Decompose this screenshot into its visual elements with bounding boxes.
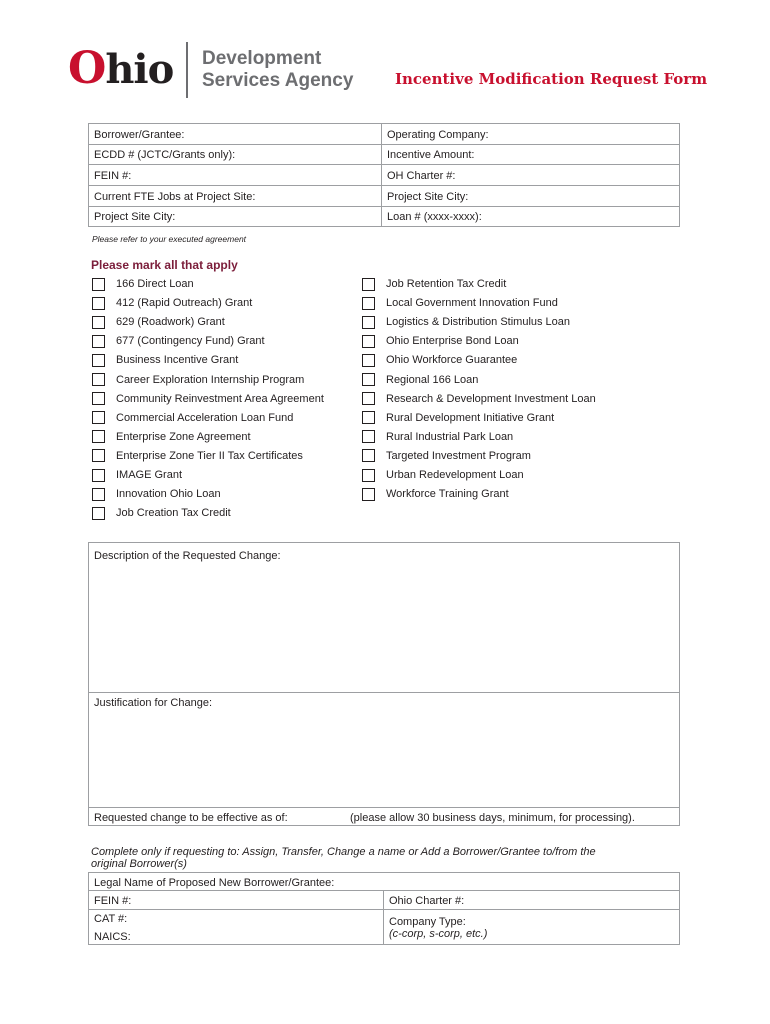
program-checkbox[interactable] xyxy=(92,354,105,367)
program-option[interactable] xyxy=(362,294,558,312)
program-label: Innovation Ohio Loan xyxy=(116,488,221,501)
program-label: Rural Development Initiative Grant xyxy=(386,411,555,424)
program-checkbox[interactable] xyxy=(362,335,375,348)
ecdd-field[interactable]: ECDD # (JCTC/Grants only): xyxy=(94,149,236,161)
program-checkbox[interactable] xyxy=(362,392,375,405)
program-option[interactable] xyxy=(362,390,596,408)
info-table xyxy=(88,123,680,227)
program-checkbox[interactable] xyxy=(92,488,105,501)
agency-name-line2: Services Agency xyxy=(202,70,354,91)
loan-number-field[interactable]: Loan # (xxxx-xxxx): xyxy=(387,211,482,223)
program-checkbox[interactable] xyxy=(362,430,375,443)
program-option[interactable] xyxy=(92,466,182,484)
programs-heading: Please mark all that apply xyxy=(91,258,238,272)
program-option[interactable] xyxy=(362,447,531,465)
agency-name xyxy=(202,48,353,92)
program-option[interactable] xyxy=(362,485,509,503)
program-checkbox[interactable] xyxy=(362,449,375,462)
program-label: Research & Development Investment Loan xyxy=(386,392,596,405)
program-label: Enterprise Zone Agreement xyxy=(116,430,251,443)
program-label: Community Reinvestment Area Agreement xyxy=(116,392,324,405)
cat-field[interactable]: CAT #: xyxy=(94,913,128,925)
program-label: Urban Redevelopment Loan xyxy=(386,469,524,481)
processing-note: (please allow 30 business days, minimum, for processing). xyxy=(350,812,635,824)
effective-date-field[interactable]: Requested change to be effective as of: xyxy=(94,812,288,824)
program-label: Ohio Workforce Guarantee xyxy=(386,354,518,367)
program-label: 412 (Rapid Outreach) Grant xyxy=(116,297,253,310)
program-option[interactable] xyxy=(92,428,251,446)
program-checkbox[interactable] xyxy=(92,316,105,329)
program-option[interactable] xyxy=(362,351,517,369)
program-label: Logistics & Distribution Stimulus Loan xyxy=(386,316,571,329)
program-checkbox[interactable] xyxy=(92,278,105,291)
program-label: Enterprise Zone Tier II Tax Certificates xyxy=(116,449,303,462)
new-borrower-table xyxy=(88,872,680,945)
program-option[interactable] xyxy=(92,332,265,350)
program-option[interactable] xyxy=(92,275,194,293)
program-option[interactable] xyxy=(92,313,225,331)
program-label: 677 (Contingency Fund) Grant xyxy=(116,335,265,348)
justification-label: Justification for Change: xyxy=(94,697,213,709)
program-option[interactable] xyxy=(92,409,293,427)
program-label: Job Creation Tax Credit xyxy=(116,507,231,520)
legal-name-field[interactable]: Legal Name of Proposed New Borrower/Grantee: xyxy=(94,877,335,889)
incentive-amount-field[interactable]: Incentive Amount: xyxy=(387,149,475,161)
ohio-logo xyxy=(68,44,173,95)
program-checkbox[interactable] xyxy=(362,373,375,386)
justification-field[interactable] xyxy=(93,711,675,803)
program-option[interactable] xyxy=(92,371,304,389)
program-label: Job Retention Tax Credit xyxy=(386,278,507,290)
project-site-city-field-2[interactable]: Project Site City: xyxy=(387,191,469,203)
program-label: Workforce Training Grant xyxy=(386,488,509,501)
program-checkbox[interactable] xyxy=(362,297,375,310)
program-option[interactable] xyxy=(362,332,519,350)
program-label: 629 (Roadwork) Grant xyxy=(116,316,225,329)
program-label: 166 Direct Loan xyxy=(116,278,194,290)
form-title: Incentive Modification Request Form xyxy=(395,70,708,88)
assign-instruction-line1: Complete only if requesting to: Assign, Transfer, Change a name or Add a Borrower/Grantee to/from the xyxy=(91,846,596,858)
program-label: Business Incentive Grant xyxy=(116,354,239,367)
change-request-box xyxy=(88,542,680,826)
program-label: Targeted Investment Program xyxy=(386,449,531,462)
program-checkbox[interactable] xyxy=(92,469,105,482)
program-option[interactable] xyxy=(362,428,513,446)
program-checkbox[interactable] xyxy=(362,278,375,291)
program-label: Commercial Acceleration Loan Fund xyxy=(116,411,294,424)
program-checkbox[interactable] xyxy=(92,373,105,386)
program-option[interactable] xyxy=(362,275,506,293)
assign-instruction-line2: original Borrower(s) xyxy=(91,858,187,870)
program-option[interactable] xyxy=(92,504,231,522)
operating-company-field[interactable]: Operating Company: xyxy=(387,129,489,141)
program-checkbox[interactable] xyxy=(362,354,375,367)
ohio-charter-field[interactable]: Ohio Charter #: xyxy=(389,895,465,907)
program-option[interactable] xyxy=(362,409,554,427)
company-type-field[interactable]: Company Type: xyxy=(389,916,466,928)
logo-wordmark: hio xyxy=(105,46,174,93)
program-label: Career Exploration Internship Program xyxy=(116,373,305,386)
agency-name-line1: Development xyxy=(202,48,322,69)
naics-field[interactable]: NAICS: xyxy=(94,931,131,943)
program-option[interactable] xyxy=(92,485,221,503)
program-label: Local Government Innovation Fund xyxy=(386,297,558,310)
program-checkbox[interactable] xyxy=(92,411,105,424)
program-checkbox[interactable] xyxy=(92,449,105,462)
agreement-note: Please refer to your executed agreement xyxy=(92,234,247,244)
fein-field[interactable]: FEIN #: xyxy=(94,170,132,182)
program-option[interactable] xyxy=(92,294,252,312)
program-option[interactable] xyxy=(92,390,324,408)
assign-instruction xyxy=(91,846,596,870)
program-option[interactable] xyxy=(92,447,303,465)
borrower-grantee-field[interactable]: Borrower/Grantee: xyxy=(94,129,185,141)
program-checkbox[interactable] xyxy=(92,430,105,443)
description-field[interactable] xyxy=(93,565,675,687)
oh-charter-field[interactable]: OH Charter #: xyxy=(387,170,456,182)
program-checkbox[interactable] xyxy=(92,335,105,348)
program-checkbox[interactable] xyxy=(92,297,105,310)
company-type-hint: (c-corp, s-corp, etc.) xyxy=(389,928,488,940)
current-fte-jobs-field[interactable]: Current FTE Jobs at Project Site: xyxy=(94,191,256,203)
logo-letter: O xyxy=(68,43,106,94)
project-site-city-field[interactable]: Project Site City: xyxy=(94,211,176,223)
program-checkbox[interactable] xyxy=(362,469,375,482)
new-fein-field[interactable]: FEIN #: xyxy=(94,895,132,907)
program-checkbox[interactable] xyxy=(362,488,375,501)
program-option[interactable] xyxy=(92,351,238,369)
program-label: Rural Industrial Park Loan xyxy=(386,430,514,443)
program-checkbox[interactable] xyxy=(92,507,105,520)
program-checkbox[interactable] xyxy=(362,411,375,424)
program-option[interactable] xyxy=(362,313,570,331)
description-label: Description of the Requested Change: xyxy=(94,550,281,562)
logo-divider xyxy=(186,42,188,98)
program-label: Ohio Enterprise Bond Loan xyxy=(386,335,519,348)
program-option[interactable] xyxy=(362,371,478,389)
program-label: Regional 166 Loan xyxy=(386,373,479,386)
program-checkbox[interactable] xyxy=(92,392,105,405)
program-option[interactable] xyxy=(362,466,524,484)
program-checkbox[interactable] xyxy=(362,316,375,329)
program-label: IMAGE Grant xyxy=(116,469,183,481)
